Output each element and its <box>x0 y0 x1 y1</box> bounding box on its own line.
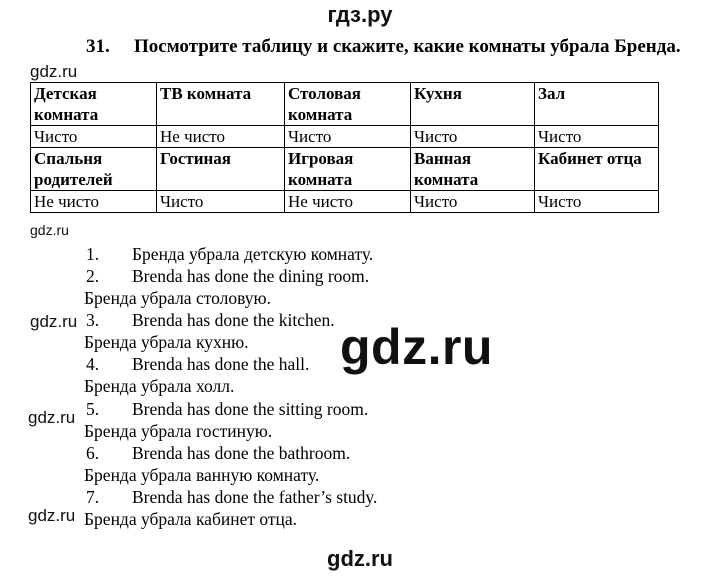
answer-text: Brenda has done the sitting room. <box>132 399 369 419</box>
answer-text: Brenda has done the kitchen. <box>132 310 335 330</box>
task-text: Посмотрите таблицу и скажите, какие комнаты убрала Бренда. <box>134 36 681 57</box>
table-cell: Чисто <box>285 126 411 148</box>
table-header-row <box>31 83 659 126</box>
watermark-large: gdz.ru <box>340 319 493 375</box>
table-cell: Чисто <box>157 191 285 213</box>
table-header-cell: ТВ комната <box>157 83 285 126</box>
table-cell: Чисто <box>535 191 659 213</box>
table-cell: Чисто <box>411 126 535 148</box>
table-cell: Не чисто <box>157 126 285 148</box>
answer-number: 4. <box>86 354 100 374</box>
answer-number: 3. <box>86 310 100 330</box>
answer-text: Brenda has done the dining room. <box>132 266 370 286</box>
watermark-top: гдз.ру <box>327 2 393 27</box>
answer-number: 2. <box>86 266 100 286</box>
answer-line <box>86 244 373 265</box>
table-header-cell: Ванная комната <box>411 148 535 191</box>
translation-line: Бренда убрала кухню. <box>84 332 249 352</box>
table-header-cell: Столовая комната <box>285 83 411 126</box>
answer-line <box>86 266 369 287</box>
table-header-row <box>31 148 659 191</box>
task-heading <box>86 36 681 58</box>
translation-line: Бренда убрала кабинет отца. <box>84 509 298 529</box>
translation-line: Бренда убрала столовую. <box>84 288 271 308</box>
table-cell: Не чисто <box>285 191 411 213</box>
watermark-small: gdz.ru <box>28 408 76 427</box>
answer-line <box>86 310 335 331</box>
table-header-cell: Детская комната <box>31 83 157 126</box>
table-row <box>31 191 659 213</box>
answer-line <box>86 443 350 464</box>
table-header-cell: Игровая комната <box>285 148 411 191</box>
translation-line: Бренда убрала ванную комнату. <box>84 465 320 485</box>
answer-text: Бренда убрала детскую комнату. <box>132 244 374 264</box>
answer-line <box>86 399 368 420</box>
table-header-cell: Зал <box>535 83 659 126</box>
task-number: 31. <box>86 36 110 57</box>
watermark-small: gdz.ru <box>30 222 69 238</box>
table-header-cell: Спальня родителей <box>31 148 157 191</box>
watermark-small: gdz.ru <box>30 62 78 81</box>
watermark-small: gdz.ru <box>30 312 78 331</box>
translation-line: Бренда убрала гостиную. <box>84 421 273 441</box>
translation-line: Бренда убрала холл. <box>84 376 235 396</box>
answer-text: Brenda has done the hall. <box>132 354 310 374</box>
watermark-small: gdz.ru <box>28 506 76 525</box>
table-cell: Чисто <box>535 126 659 148</box>
table-cell: Чисто <box>411 191 535 213</box>
answer-text: Brenda has done the father’s study. <box>132 487 378 507</box>
answer-line <box>86 487 377 508</box>
answer-text: Brenda has done the bathroom. <box>132 443 351 463</box>
answer-number: 5. <box>86 399 100 419</box>
answer-number: 1. <box>86 244 100 264</box>
table-header-cell: Кабинет отца <box>535 148 659 191</box>
watermark-bottom: gdz.ru <box>327 546 393 571</box>
table-cell: Не чисто <box>31 191 157 213</box>
rooms-table <box>30 82 659 213</box>
table-row <box>31 126 659 148</box>
table-cell: Чисто <box>31 126 157 148</box>
table-header-cell: Гостиная <box>157 148 285 191</box>
answer-number: 7. <box>86 487 100 507</box>
answer-number: 6. <box>86 443 100 463</box>
table-header-cell: Кухня <box>411 83 535 126</box>
answer-line <box>86 354 309 375</box>
